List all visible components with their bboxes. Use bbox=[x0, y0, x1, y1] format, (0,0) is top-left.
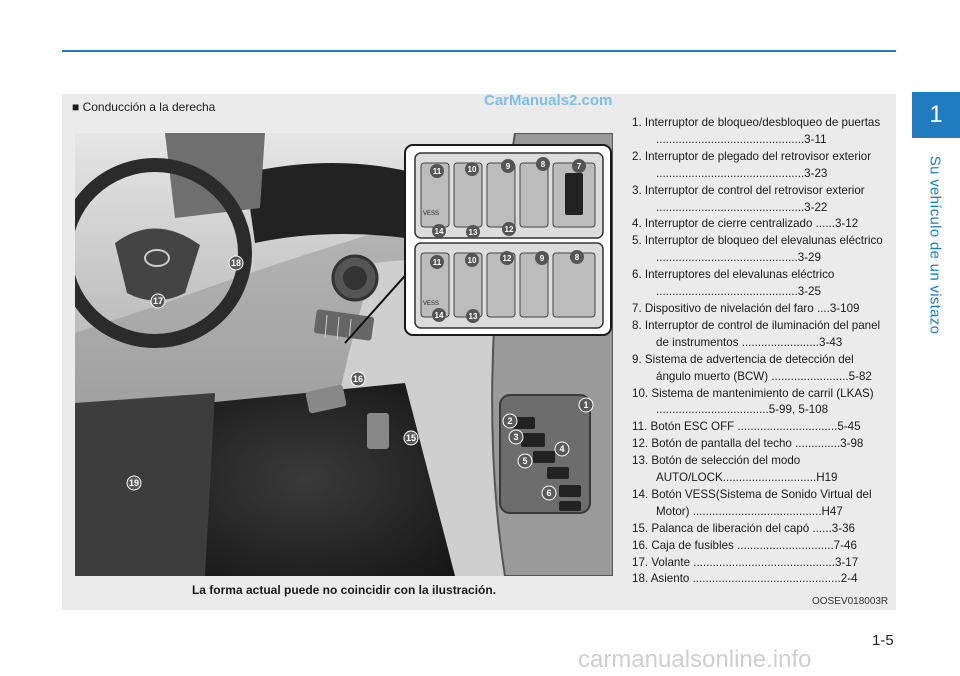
accelerator-pedal bbox=[367, 413, 389, 449]
legend-item: 4. Interruptor de cierre centralizado ......3-12 bbox=[632, 217, 859, 231]
svg-text:11: 11 bbox=[432, 258, 442, 267]
callout-18 bbox=[229, 256, 243, 270]
svg-text:8: 8 bbox=[540, 160, 546, 169]
legend-item: 13. Botón de selección del modo AUTO/LOCK.............................H19 bbox=[632, 454, 838, 485]
legend-item: 14. Botón VESS(Sistema de Sonido Virtual del Motor) ........................................H47 bbox=[632, 487, 872, 518]
svg-text:13: 13 bbox=[468, 228, 478, 237]
interior-illustration bbox=[75, 133, 613, 576]
legend-item: 5. Interruptor de bloqueo del elevalunas eléctrico ............................................3-29 bbox=[632, 234, 883, 265]
legend-item: 15. Palanca de liberación del capó ......3-36 bbox=[632, 521, 856, 535]
legend-item: 7. Dispositivo de nivelación del faro ....3-109 bbox=[632, 301, 860, 315]
svg-text:12: 12 bbox=[502, 254, 512, 263]
svg-text:14: 14 bbox=[434, 311, 444, 320]
inset-bottom-callout-12 bbox=[500, 251, 514, 265]
inset-top-callout-13 bbox=[466, 225, 480, 239]
inset-top-callout-14 bbox=[432, 224, 446, 238]
figure-caption: La forma actual puede no coincidir con la ilustración. bbox=[191, 583, 497, 597]
inset-top-callout-11 bbox=[430, 164, 444, 178]
inset-bottom-callout-14 bbox=[432, 308, 446, 322]
chapter-title-text: Su vehículo de un vistazo bbox=[926, 155, 944, 335]
svg-text:9: 9 bbox=[539, 254, 545, 263]
legend-item: 18. Asiento ..............................................2-4 bbox=[632, 572, 858, 586]
inset-bottom-callout-13 bbox=[466, 309, 480, 323]
legend-item: 1. Interruptor de bloqueo/desbloqueo de puertas ..............................................3-11 bbox=[632, 116, 881, 146]
svg-text:18: 18 bbox=[230, 258, 242, 268]
callout-6 bbox=[542, 486, 556, 500]
vess-label-bottom: VESS bbox=[423, 301, 440, 307]
svg-text:17: 17 bbox=[152, 296, 164, 306]
legend-item: 6. Interruptores del elevalunas eléctrico ............................................3-25 bbox=[632, 268, 835, 299]
svg-text:2: 2 bbox=[507, 416, 513, 426]
figure-heading: ■ Conducción a la derecha bbox=[72, 100, 216, 114]
inset-bottom-callout-11 bbox=[430, 255, 444, 269]
svg-text:16: 16 bbox=[352, 374, 364, 384]
legend-item: 8. Interruptor de control de iluminación del panel de instrumentos ........................3-43 bbox=[632, 318, 881, 349]
callout-4 bbox=[555, 442, 569, 456]
air-vent-center bbox=[343, 266, 367, 290]
watermark-text: CarManuals2.com bbox=[484, 92, 613, 109]
component-legend bbox=[632, 115, 890, 588]
inset-top-callout-12 bbox=[502, 222, 516, 236]
page-number: 1-5 bbox=[872, 632, 894, 649]
vess-label-top: VESS bbox=[423, 211, 440, 217]
svg-text:15: 15 bbox=[405, 433, 417, 443]
legend-item: 10. Sistema de mantenimiento de carril (LKAS) ...................................5-99, 5-108 bbox=[632, 386, 874, 417]
inset-top-callout-7 bbox=[572, 159, 586, 173]
svg-text:1: 1 bbox=[583, 400, 589, 410]
svg-text:9: 9 bbox=[505, 162, 511, 171]
callout-17 bbox=[151, 294, 165, 308]
svg-text:19: 19 bbox=[128, 478, 140, 488]
svg-text:11: 11 bbox=[432, 167, 442, 176]
svg-text:3: 3 bbox=[513, 432, 519, 442]
chapter-number-tab: 1 bbox=[912, 92, 960, 138]
callout-1 bbox=[579, 398, 593, 412]
svg-text:10: 10 bbox=[467, 165, 477, 174]
inset-bottom-callout-8 bbox=[570, 250, 584, 264]
inset-top-callout-9 bbox=[501, 159, 515, 173]
svg-text:6: 6 bbox=[546, 488, 552, 498]
legend-item: 16. Caja de fusibles ..............................7-46 bbox=[632, 538, 857, 552]
svg-text:4: 4 bbox=[559, 444, 565, 454]
inset-top-callout-8 bbox=[536, 157, 550, 171]
legend-item: 2. Interruptor de plegado del retrovisor exterior ..............................................3-23 bbox=[632, 149, 872, 180]
instrument-cluster bbox=[245, 163, 415, 243]
inset-top-callout-10 bbox=[465, 162, 479, 176]
callout-5 bbox=[518, 454, 532, 468]
svg-text:7: 7 bbox=[576, 162, 582, 171]
seat bbox=[75, 393, 215, 576]
inset-bottom-callout-10 bbox=[465, 253, 479, 267]
legend-item: 17. Volante ............................................3-17 bbox=[632, 555, 859, 569]
callout-15 bbox=[404, 431, 418, 445]
svg-text:12: 12 bbox=[504, 225, 514, 234]
legend-item: 11. Botón ESC OFF ...............................5-45 bbox=[632, 420, 861, 434]
legend-item: 9. Sistema de advertencia de detección del ángulo muerto (BCW) ........................5-82 bbox=[632, 352, 872, 383]
callout-2 bbox=[503, 414, 517, 428]
callout-16 bbox=[351, 372, 365, 386]
svg-text:5: 5 bbox=[522, 456, 528, 466]
svg-text:8: 8 bbox=[574, 253, 580, 262]
inset-bottom-callout-9 bbox=[535, 251, 549, 265]
svg-text:14: 14 bbox=[434, 227, 444, 236]
svg-text:10: 10 bbox=[467, 256, 477, 265]
footer-watermark: carmanualsonline.info bbox=[578, 646, 812, 673]
legend-item: 3. Interruptor de control del retrovisor exterior ..............................................3-22 bbox=[632, 183, 865, 214]
callout-3 bbox=[509, 430, 523, 444]
svg-text:13: 13 bbox=[468, 312, 478, 321]
image-code: OOSEV018003R bbox=[812, 596, 889, 607]
top-rule bbox=[62, 50, 896, 52]
legend-item: 12. Botón de pantalla del techo ..............3-98 bbox=[632, 437, 864, 451]
chapter-title-vertical bbox=[923, 145, 947, 345]
callout-19 bbox=[127, 476, 141, 490]
